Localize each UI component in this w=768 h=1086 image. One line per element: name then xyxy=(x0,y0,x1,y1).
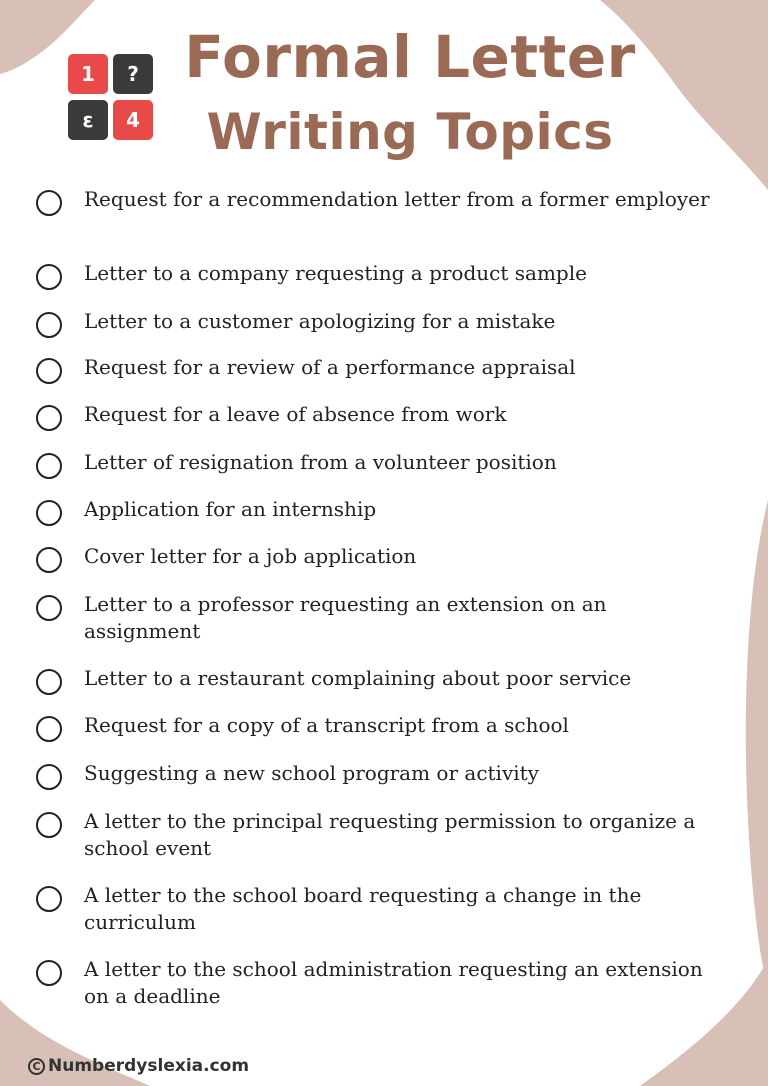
logo-tile-1: 1 xyxy=(68,54,108,94)
checkbox-circle-icon[interactable] xyxy=(36,960,62,986)
topic-item[interactable] xyxy=(36,496,736,526)
topic-item[interactable] xyxy=(36,665,736,695)
footer-site-text: Numberdyslexia.com xyxy=(48,1056,250,1076)
topic-item[interactable] xyxy=(36,591,736,645)
checkbox-circle-icon[interactable] xyxy=(36,886,62,912)
topic-text: Letter to a company requesting a product sample xyxy=(84,261,587,285)
logo-tile-2: ? xyxy=(113,54,153,94)
checkbox-circle-icon[interactable] xyxy=(36,547,62,573)
topic-item[interactable] xyxy=(36,760,736,790)
checkbox-circle-icon[interactable] xyxy=(36,312,62,338)
checkbox-circle-icon[interactable] xyxy=(36,405,62,431)
topic-text: Suggesting a new school program or activity xyxy=(84,761,539,785)
topic-text: Letter to a customer apologizing for a mistake xyxy=(84,309,556,333)
checkbox-circle-icon[interactable] xyxy=(36,669,62,695)
page-title-line-1: Formal Letter xyxy=(184,23,636,91)
topic-text: Letter of resignation from a volunteer position xyxy=(84,450,557,474)
topic-item[interactable] xyxy=(36,449,736,479)
topic-item[interactable] xyxy=(36,308,736,338)
checkbox-circle-icon[interactable] xyxy=(36,764,62,790)
checkbox-circle-icon[interactable] xyxy=(36,716,62,742)
topic-text: Letter to a restaurant complaining about poor service xyxy=(84,666,632,690)
topic-item[interactable] xyxy=(36,808,736,862)
topic-text: Request for a recommendation letter from a former employer xyxy=(84,187,710,211)
checkbox-circle-icon[interactable] xyxy=(36,190,62,216)
topic-item[interactable] xyxy=(36,712,736,742)
checkbox-circle-icon[interactable] xyxy=(36,453,62,479)
topic-item[interactable] xyxy=(36,956,736,1010)
page-title-line-2: Writing Topics xyxy=(206,103,614,161)
logo-tile-3: ε xyxy=(68,100,108,140)
checkbox-circle-icon[interactable] xyxy=(36,595,62,621)
topic-item[interactable] xyxy=(36,401,736,431)
topic-item[interactable] xyxy=(36,882,736,936)
copyright-icon: C xyxy=(28,1058,45,1075)
checkbox-circle-icon[interactable] xyxy=(36,500,62,526)
topic-text: A letter to the principal requesting permission to organize a school event xyxy=(84,809,696,860)
topic-text: Request for a leave of absence from work xyxy=(84,402,507,426)
topic-text: Request for a copy of a transcript from a school xyxy=(84,713,569,737)
topic-item[interactable] xyxy=(36,354,736,384)
topic-text: Application for an internship xyxy=(84,497,377,521)
checkbox-circle-icon[interactable] xyxy=(36,358,62,384)
checkbox-circle-icon[interactable] xyxy=(36,264,62,290)
topic-text: Cover letter for a job application xyxy=(84,544,417,568)
topic-text: Letter to a professor requesting an extension on an assignment xyxy=(84,592,607,643)
topic-item[interactable] xyxy=(36,186,736,216)
topic-text: A letter to the school board requesting a change in the curriculum xyxy=(84,883,642,934)
topic-text: Request for a review of a performance appraisal xyxy=(84,355,576,379)
logo-tile-4: 4 xyxy=(113,100,153,140)
topic-text: A letter to the school administration requesting an extension on a deadline xyxy=(84,957,703,1008)
topic-item[interactable] xyxy=(36,543,736,573)
checkbox-circle-icon[interactable] xyxy=(36,812,62,838)
topic-item[interactable] xyxy=(36,260,736,290)
footer-credit xyxy=(28,1056,249,1076)
